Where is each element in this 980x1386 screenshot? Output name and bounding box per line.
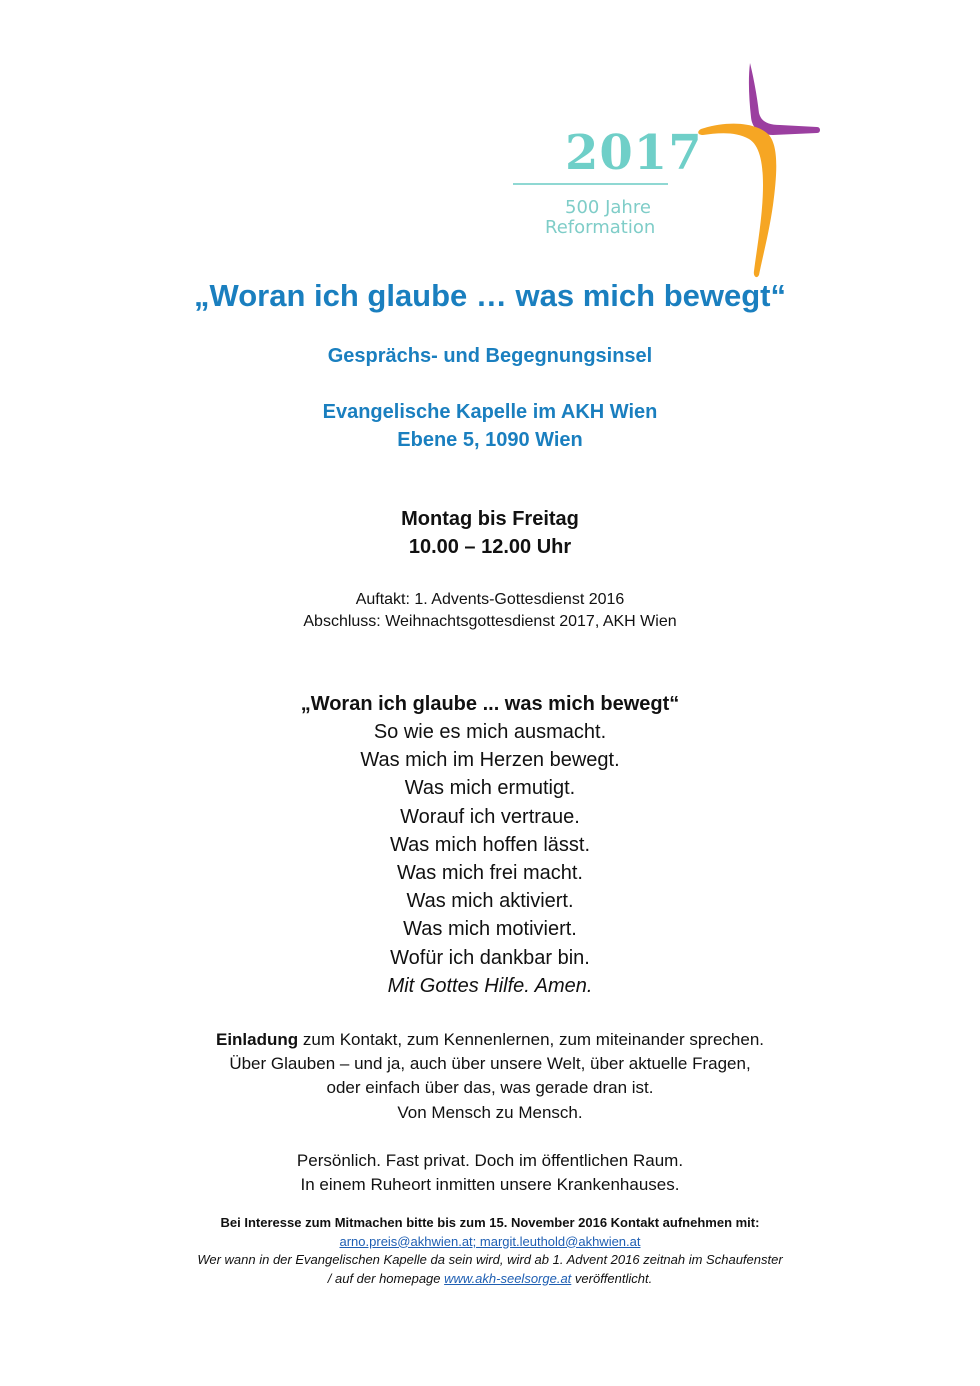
poem-line: Was mich im Herzen bewegt. xyxy=(360,749,620,772)
location-line2: Ebene 5, 1090 Wien xyxy=(397,429,583,451)
invitation-line4: Von Mensch zu Mensch. xyxy=(397,1102,583,1122)
orange-stroke xyxy=(698,124,776,277)
logo-divider xyxy=(513,183,668,185)
poem-line: Was mich frei macht. xyxy=(397,861,583,884)
poem-line: Was mich aktiviert. xyxy=(406,890,574,913)
poem-title: „Woran ich glaube ... was mich bewegt“ xyxy=(300,693,680,715)
footer xyxy=(0,1214,980,1288)
poem-line: Was mich hoffen lässt. xyxy=(389,833,591,856)
subtitle: Gesprächs- und Begegnungsinsel xyxy=(327,345,653,367)
page-title: „Woran ich glaube … was mich bewegt“ xyxy=(194,278,786,313)
purple-stroke xyxy=(749,63,820,135)
poem-line: So wie es mich ausmacht. xyxy=(373,721,607,743)
contact-emails-line xyxy=(0,1233,980,1252)
poem-line: Was mich motiviert. xyxy=(403,918,577,941)
poem-line: Worauf ich vertraue. xyxy=(400,805,580,828)
footer-note-prefix: / auf der homepage xyxy=(327,1270,445,1286)
poem-line: Was mich ermutigt. xyxy=(404,777,576,800)
schedule-days: Montag bis Freitag xyxy=(401,508,579,530)
contact-emails-link[interactable]: arno.preis@akhwien.at; margit.leuthold@akhwien.at xyxy=(339,1233,641,1249)
poem-line: Wofür ich dankbar bin. xyxy=(390,946,590,969)
closing-line1: Persönlich. Fast privat. Doch im öffentlichen Raum. xyxy=(296,1151,684,1170)
event-end: Abschluss: Weihnachtsgottesdienst 2017, AKH Wien xyxy=(303,613,677,630)
footer-note-suffix: veröffentlicht. xyxy=(571,1270,653,1286)
closing-paragraph xyxy=(0,1149,980,1197)
invitation-lead-rest: zum Kontakt, zum Kennenlernen, zum miteinander sprechen. xyxy=(298,1030,765,1049)
reformation-logo xyxy=(505,55,835,280)
invitation-line3: oder einfach über das, was gerade dran ist. xyxy=(326,1078,654,1098)
invitation-line1 xyxy=(0,1028,980,1052)
invitation-lead: Einladung xyxy=(215,1030,299,1049)
event-start: Auftakt: 1. Advents-Gottesdienst 2016 xyxy=(355,591,625,608)
location-line1: Evangelische Kapelle im AKH Wien xyxy=(322,401,658,423)
invitation-paragraph xyxy=(0,1028,980,1125)
homepage-link[interactable]: www.akh-seelsorge.at xyxy=(444,1270,572,1286)
invitation-line2: Über Glauben – und ja, auch über unsere Welt, über aktuelle Fragen, xyxy=(229,1054,751,1074)
schedule-hours: 10.00 – 12.00 Uhr xyxy=(408,536,572,558)
poem-closing: Mit Gottes Hilfe. Amen. xyxy=(387,974,593,997)
contact-call: Bei Interesse zum Mitmachen bitte bis zum 15. November 2016 Kontakt aufnehmen mit: xyxy=(220,1215,760,1230)
poem xyxy=(0,690,980,1000)
logo-year: 2017 xyxy=(565,125,703,181)
footer-note-line1: Wer wann in der Evangelischen Kapelle da sein wird, wird ab 1. Advent 2016 zeitnah im Schaufenster xyxy=(197,1252,783,1267)
footer-note-line2 xyxy=(0,1270,980,1289)
logo-text-line1: 500 Jahre xyxy=(565,197,651,218)
logo-text-line2: Reformation xyxy=(545,217,656,238)
closing-line2: In einem Ruheort inmitten unsere Krankenhauses. xyxy=(300,1175,680,1195)
